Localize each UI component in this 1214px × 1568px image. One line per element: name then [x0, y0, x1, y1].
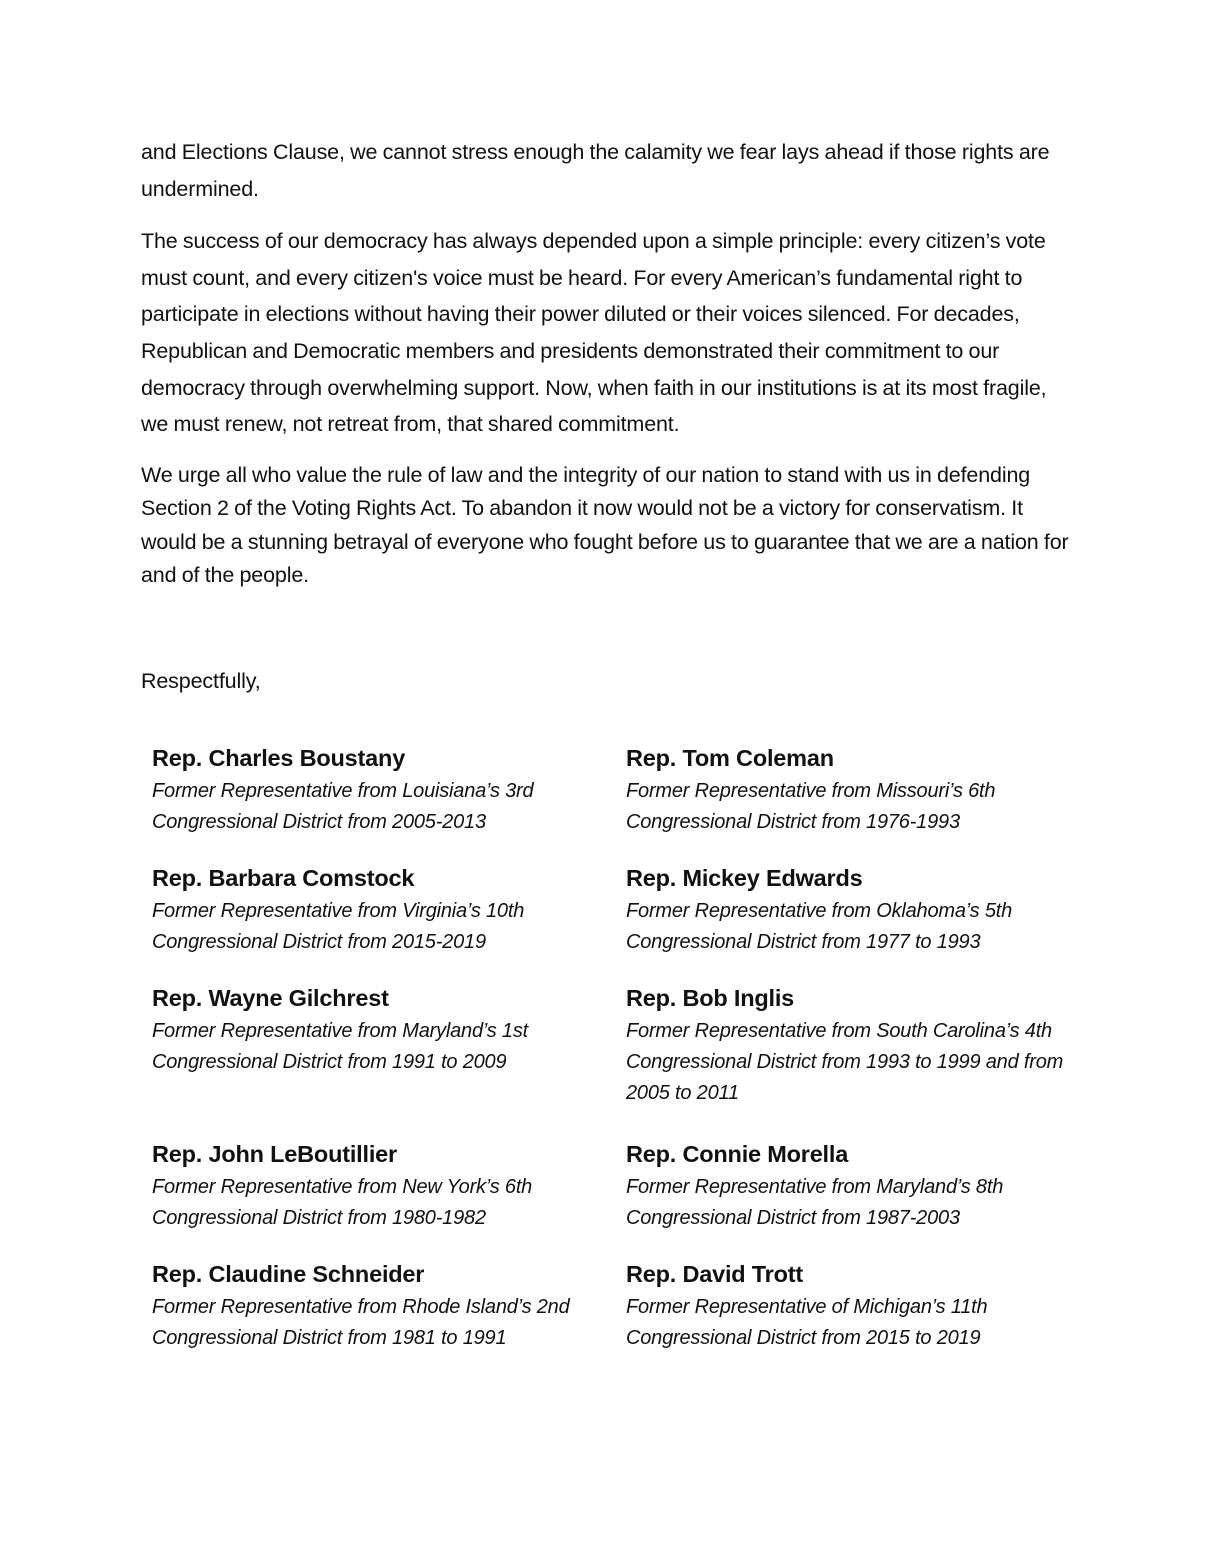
signatory-name: Rep. David Trott — [626, 1261, 803, 1287]
signatory-name: Rep. Barbara Comstock — [152, 865, 415, 891]
signatory — [626, 980, 1100, 1136]
signatory-description: Former Representative from Missouri’s 6th Congressional District from 1976-1993 — [626, 780, 996, 833]
signatory-row — [152, 860, 1092, 980]
signatory — [626, 740, 1100, 860]
closing-salutation: Respectfully, — [141, 669, 261, 693]
signatory-row — [152, 980, 1092, 1136]
signatory-row — [152, 1136, 1092, 1256]
signatory — [152, 1256, 626, 1376]
signatory — [152, 860, 626, 980]
signatory-name: Rep. Bob Inglis — [626, 985, 795, 1011]
signatory — [626, 860, 1100, 980]
signatory-name: Rep. Connie Morella — [626, 1141, 849, 1167]
signatory-name: Rep. John LeBoutillier — [152, 1141, 397, 1167]
signatory-name: Rep. Tom Coleman — [626, 745, 834, 771]
paragraph-democracy-principle: The success of our democracy has always depended upon a simple principle: every citizen’s vote must count, and every citizen's voice must be heard. For every American’s fundamental right to participate in elections without having their power diluted or their voices silenced. For decades, Republican and Democratic members and presidents demonstrated their commitment to our democracy through overwhelming support. Now, when faith in our institutions is at its most fragile, we must renew, not retreat from, that shared commitment. — [141, 229, 1047, 437]
signatory-description: Former Representative from Maryland’s 1st Congressional District from 1991 to 2009 — [152, 1020, 529, 1073]
signatory-name: Rep. Charles Boustany — [152, 745, 406, 771]
signatory-description: Former Representative of Michigan’s 11th Congressional District from 2015 to 2019 — [626, 1296, 988, 1349]
signatory-description: Former Representative from Virginia’s 10th Congressional District from 2015-2019 — [152, 900, 525, 953]
signatory-name: Rep. Wayne Gilchrest — [152, 985, 389, 1011]
signatory — [152, 980, 626, 1136]
paragraph-elections-clause: and Elections Clause, we cannot stress enough the calamity we fear lays ahead if those rights are undermined. — [141, 140, 1050, 201]
signatory — [152, 1136, 626, 1256]
signatory-description: Former Representative from South Carolina’s 4th Congressional District from 1993 to 1999 and from 2005 to 2011 — [626, 1020, 1064, 1104]
signatories-list — [152, 740, 1092, 1376]
signatory-description: Former Representative from Rhode Island’s 2nd Congressional District from 1981 to 1991 — [152, 1296, 570, 1349]
signatory-row — [152, 1256, 1092, 1376]
signatory-description: Former Representative from Oklahoma’s 5th Congressional District from 1977 to 1993 — [626, 900, 1013, 953]
signatory — [152, 740, 626, 860]
signatory-name: Rep. Mickey Edwards — [626, 865, 863, 891]
signatory-description: Former Representative from Maryland’s 8th Congressional District from 1987-2003 — [626, 1176, 1004, 1229]
signatory — [626, 1256, 1100, 1376]
paragraph-urge-support: We urge all who value the rule of law and the integrity of our nation to stand with us in defending Section 2 of the Voting Rights Act. To abandon it now would not be a victory for conservatism. It would be a stunning betrayal of everyone who fought before us to guarantee that we are a nation for and of the people. — [141, 462, 1069, 588]
signatory-name: Rep. Claudine Schneider — [152, 1261, 425, 1287]
letter-body — [141, 134, 1071, 593]
signatory-description: Former Representative from New York’s 6th Congressional District from 1980-1982 — [152, 1176, 533, 1229]
signatory-description: Former Representative from Louisiana’s 3rd Congressional District from 2005-2013 — [152, 780, 534, 833]
signatory-row — [152, 740, 1092, 860]
signatory — [626, 1136, 1100, 1256]
